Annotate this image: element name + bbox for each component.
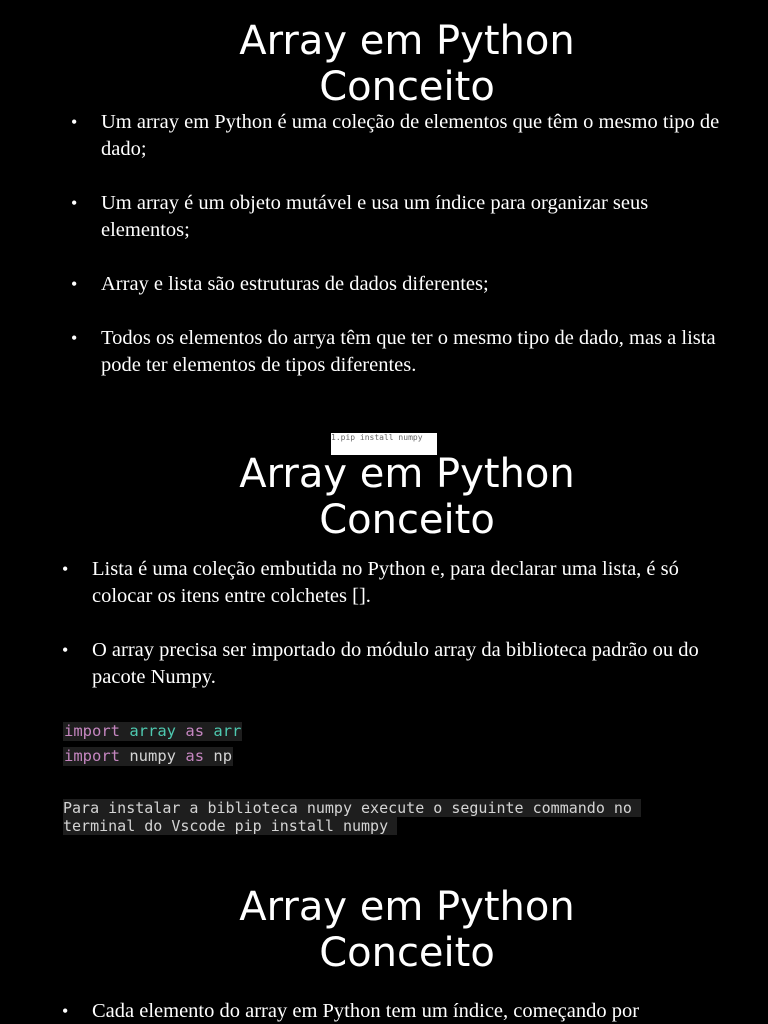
bullet-icon: • [62,559,69,579]
bullet-icon: • [71,274,78,294]
bullet-text: Array e lista são estruturas de dados diferentes; [101,273,489,295]
bullet-text: O array precisa ser importado do módulo array da biblioteca padrão ou do pacote Numpy. [92,639,699,688]
slide-2-title [40,451,768,543]
list-item [62,637,722,691]
bullet-text: Cada elemento do array em Python tem um índice, começando por [92,1000,640,1022]
bullet-icon: • [71,328,78,348]
install-note [63,799,683,835]
bullet-text: Um array em Python é uma coleção de elementos que têm o mesmo tipo de dado; [101,111,720,160]
list-item [62,998,722,1024]
code-import-array [63,722,242,741]
list-item [71,271,721,298]
slide-1-title [40,18,768,110]
bullet-icon: • [71,112,78,132]
code-alias: np [213,747,233,765]
slide-1-title-line1: Array em Python [239,18,575,64]
slide-3-bullet-list [62,998,722,1024]
bullet-text: Um array é um objeto mutável e usa um índice para organizar seus elementos; [101,192,649,241]
slide-3-title-line2: Conceito [319,930,495,976]
list-item [62,556,722,610]
code-keyword: import [64,747,120,765]
code-module: array [129,722,177,740]
code-keyword: as [185,722,205,740]
slide-1-title-line2: Conceito [319,64,495,110]
list-item [71,325,721,379]
code-import-numpy [63,747,233,766]
code-alias: arr [213,722,242,740]
pip-install-snippet: 1.pip install numpy [331,433,437,455]
slide-1-bullet-list [71,109,721,379]
list-item [71,109,721,163]
slide-2-title-line2: Conceito [319,497,495,543]
bullet-icon: • [62,640,69,660]
bullet-icon: • [71,193,78,213]
code-keyword: as [185,747,205,765]
slide-2-title-line1: Array em Python [239,451,575,497]
slide-2-bullet-list [62,556,722,691]
list-item [71,190,721,244]
bullet-text: Todos os elementos do arrya têm que ter o mesmo tipo de dado, mas a lista pode ter elementos de tipos diferentes. [101,327,716,376]
bullet-icon: • [62,1001,69,1021]
install-note-text: Para instalar a biblioteca numpy execute o seguinte commando no terminal do Vscode pip install numpy [63,799,641,835]
code-keyword: import [64,722,120,740]
bullet-text: Lista é uma coleção embutida no Python e, para declarar uma lista, é só colocar os itens entre colchetes []. [92,558,679,607]
code-module: numpy [129,747,177,765]
slide-3-title [40,884,768,976]
slide-3-title-line1: Array em Python [239,884,575,930]
